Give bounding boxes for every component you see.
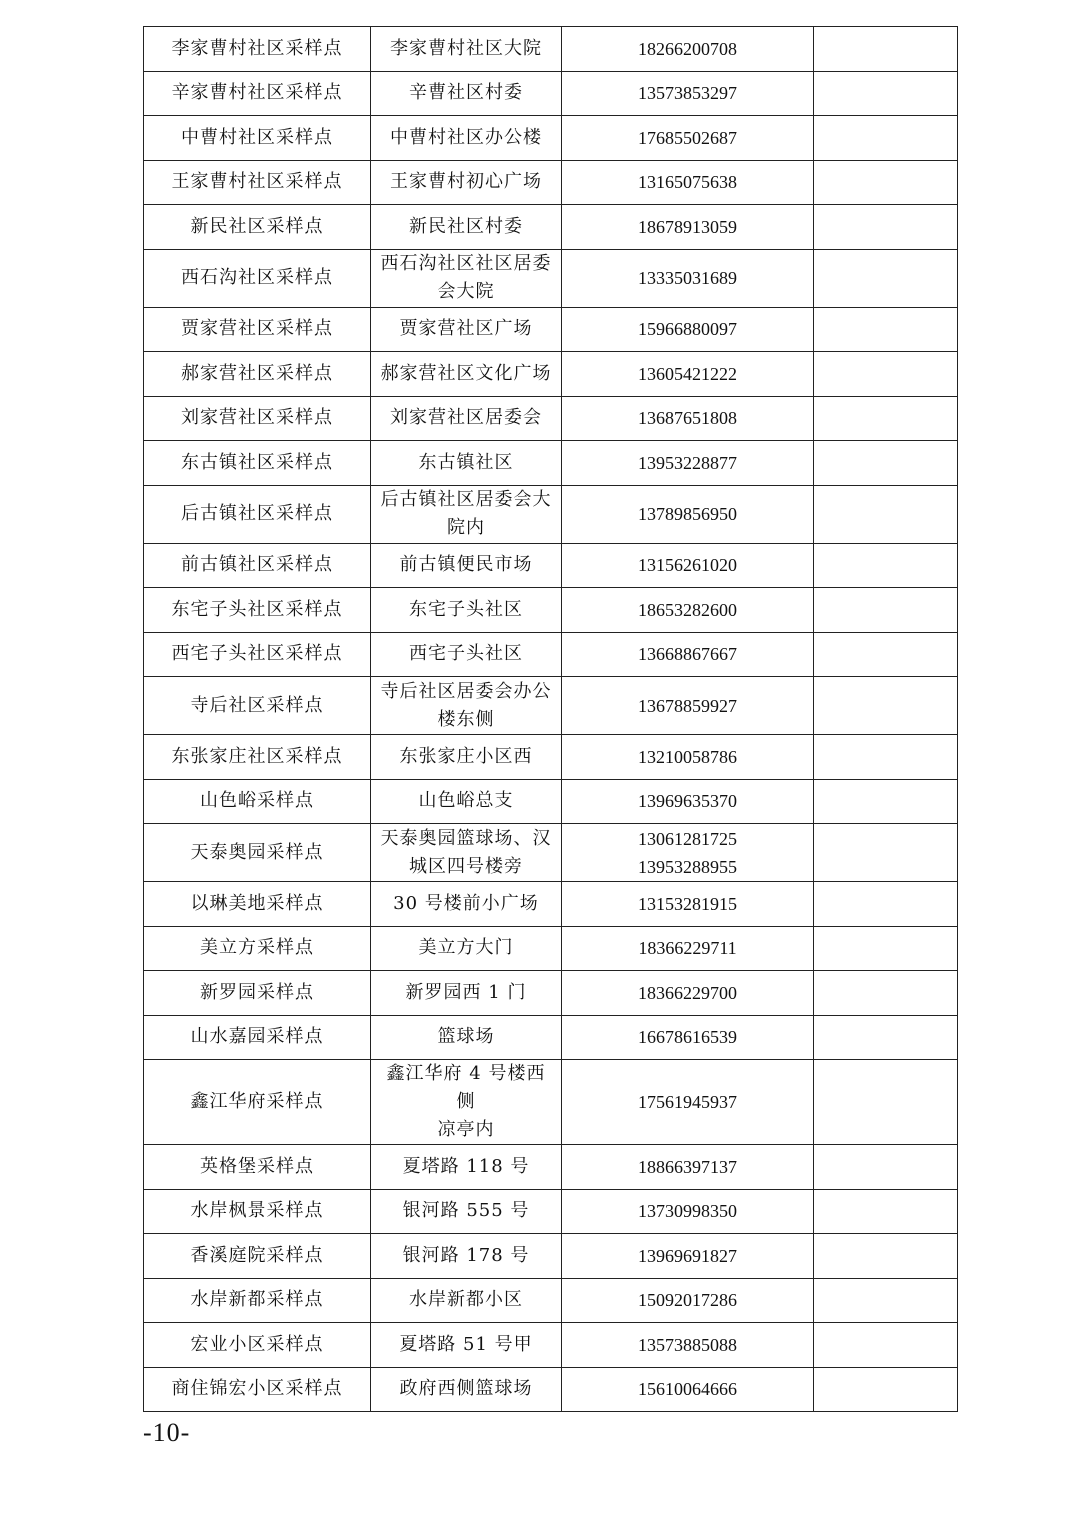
site-name-text: 水岸新都采样点 <box>190 1289 324 1311</box>
location-cell <box>371 926 562 971</box>
site-name-cell <box>144 485 371 543</box>
table-row <box>144 588 958 633</box>
table-body <box>144 27 958 1412</box>
location-text: 银河路 555 号 <box>402 1200 530 1222</box>
site-name-text: 香溪庭院采样点 <box>190 1244 324 1266</box>
site-name-text: 李家曹村社区采样点 <box>171 37 343 59</box>
location-text: 30 号楼前小广场 <box>393 892 539 914</box>
site-name-cell <box>144 632 371 677</box>
location-text: 寺后社区居委会办公 <box>380 680 552 702</box>
site-name-cell <box>144 543 371 588</box>
phone-text: 15610064666 <box>638 1379 737 1400</box>
phone-cell <box>562 485 814 543</box>
location-text: 东古镇社区 <box>418 451 514 473</box>
phone-cell <box>562 824 814 882</box>
location-cell <box>371 1323 562 1368</box>
site-name-text: 王家曹村社区采样点 <box>171 171 343 193</box>
location-text: 前古镇便民市场 <box>399 554 533 576</box>
table-row <box>144 205 958 250</box>
location-cell <box>371 116 562 161</box>
phone-cell <box>562 632 814 677</box>
table-row <box>144 824 958 882</box>
location-text: 刘家营社区居委会 <box>390 407 542 429</box>
site-name-text: 新罗园采样点 <box>200 981 314 1003</box>
phone-cell <box>562 1145 814 1190</box>
location-text: 凉亭内 <box>437 1119 495 1140</box>
table-row <box>144 307 958 352</box>
location-cell <box>371 1145 562 1190</box>
note-cell <box>814 307 958 352</box>
table-row <box>144 1189 958 1234</box>
site-name-text: 郝家营社区采样点 <box>181 362 333 384</box>
location-cell <box>371 1234 562 1279</box>
site-name-text: 美立方采样点 <box>200 937 314 959</box>
site-name-text: 以琳美地采样点 <box>190 892 324 914</box>
table-row <box>144 882 958 927</box>
site-name-text: 辛家曹村社区采样点 <box>171 82 343 104</box>
phone-cell <box>562 307 814 352</box>
site-name-cell <box>144 882 371 927</box>
location-text: 西宅子头社区 <box>409 643 523 665</box>
sampling-sites-table <box>143 26 958 1412</box>
phone-text: 13210058786 <box>638 746 737 767</box>
phone-text: 17685502687 <box>638 127 737 148</box>
site-name-cell <box>144 926 371 971</box>
location-text: 东宅子头社区 <box>409 598 523 620</box>
location-cell <box>371 1189 562 1234</box>
site-name-text: 宏业小区采样点 <box>190 1333 324 1355</box>
phone-cell <box>562 1278 814 1323</box>
phone-cell <box>562 926 814 971</box>
phone-cell <box>562 160 814 205</box>
note-cell <box>814 1278 958 1323</box>
location-text: 新民社区村委 <box>409 215 523 237</box>
phone-text: 15092017286 <box>638 1290 737 1311</box>
note-cell <box>814 441 958 486</box>
phone-text: 13061281725 <box>638 828 737 849</box>
location-text: 城区四号楼旁 <box>409 855 523 877</box>
site-name-text: 后古镇社区采样点 <box>181 503 333 524</box>
note-cell <box>814 1234 958 1279</box>
location-text: 院内 <box>447 517 485 538</box>
table-row <box>144 971 958 1016</box>
note-cell <box>814 1367 958 1412</box>
phone-text: 16678616539 <box>638 1027 737 1048</box>
location-text: 山色峪总支 <box>418 790 514 812</box>
site-name-cell <box>144 1367 371 1412</box>
location-text: 会大院 <box>437 281 495 302</box>
table-row <box>144 71 958 116</box>
phone-text: 13153281915 <box>638 893 737 914</box>
table-row <box>144 779 958 824</box>
table-row <box>144 1367 958 1412</box>
site-name-cell <box>144 588 371 633</box>
table-row <box>144 1323 958 1368</box>
site-name-cell <box>144 1234 371 1279</box>
site-name-text: 天泰奥园采样点 <box>190 841 324 863</box>
note-cell <box>814 971 958 1016</box>
site-name-cell <box>144 71 371 116</box>
location-cell <box>371 632 562 677</box>
phone-text: 13730998350 <box>638 1201 737 1222</box>
location-text: 后古镇社区居委会大 <box>380 489 552 510</box>
location-cell <box>371 205 562 250</box>
phone-cell <box>562 1367 814 1412</box>
note-cell <box>814 1145 958 1190</box>
phone-text: 18366229711 <box>638 938 737 959</box>
table-row <box>144 249 958 307</box>
table-row <box>144 926 958 971</box>
site-name-cell <box>144 1015 371 1060</box>
table-row <box>144 1060 958 1145</box>
table-row <box>144 116 958 161</box>
site-name-text: 中曹村社区采样点 <box>181 126 333 148</box>
phone-text: 18366229700 <box>638 982 737 1003</box>
site-name-text: 新民社区采样点 <box>190 215 324 237</box>
note-cell <box>814 205 958 250</box>
site-name-cell <box>144 205 371 250</box>
site-name-cell <box>144 677 371 735</box>
site-name-cell <box>144 971 371 1016</box>
site-name-text: 贾家营社区采样点 <box>181 318 333 340</box>
site-name-cell <box>144 396 371 441</box>
site-name-text: 前古镇社区采样点 <box>181 554 333 576</box>
note-cell <box>814 485 958 543</box>
table-row <box>144 485 958 543</box>
table-row <box>144 1234 958 1279</box>
location-cell <box>371 1060 562 1145</box>
site-name-cell <box>144 441 371 486</box>
site-name-text: 刘家营社区采样点 <box>181 407 333 429</box>
location-cell <box>371 160 562 205</box>
phone-text: 18266200708 <box>638 38 737 59</box>
phone-text: 13687651808 <box>638 408 737 429</box>
table-row <box>144 677 958 735</box>
site-name-cell <box>144 1060 371 1145</box>
note-cell <box>814 249 958 307</box>
site-name-cell <box>144 307 371 352</box>
table-row <box>144 1278 958 1323</box>
note-cell <box>814 1189 958 1234</box>
table-row <box>144 396 958 441</box>
phone-cell <box>562 588 814 633</box>
location-cell <box>371 735 562 780</box>
location-text: 中曹村社区办公楼 <box>390 126 542 148</box>
phone-cell <box>562 396 814 441</box>
phone-cell <box>562 543 814 588</box>
phone-text: 13953288955 <box>638 856 737 877</box>
site-name-cell <box>144 160 371 205</box>
phone-cell <box>562 779 814 824</box>
phone-cell <box>562 71 814 116</box>
phone-cell <box>562 1234 814 1279</box>
phone-text: 18678913059 <box>638 216 737 237</box>
site-name-text: 山色峪采样点 <box>200 790 314 812</box>
note-cell <box>814 735 958 780</box>
site-name-text: 西宅子头社区采样点 <box>171 643 343 665</box>
phone-text: 18653282600 <box>638 599 737 620</box>
location-text: 夏塔路 51 号甲 <box>399 1333 533 1355</box>
phone-cell <box>562 1189 814 1234</box>
note-cell <box>814 824 958 882</box>
phone-text: 13969691827 <box>638 1245 737 1266</box>
location-cell <box>371 824 562 882</box>
location-text: 李家曹村社区大院 <box>390 37 542 59</box>
site-name-text: 水岸枫景采样点 <box>190 1200 324 1222</box>
phone-cell <box>562 1015 814 1060</box>
note-cell <box>814 882 958 927</box>
site-name-cell <box>144 1189 371 1234</box>
location-text: 贾家营社区广场 <box>399 318 533 340</box>
location-cell <box>371 971 562 1016</box>
table-row <box>144 735 958 780</box>
phone-text: 13953228877 <box>638 452 737 473</box>
site-name-text: 山水嘉园采样点 <box>190 1026 324 1048</box>
site-name-cell <box>144 352 371 397</box>
phone-cell <box>562 249 814 307</box>
site-name-cell <box>144 27 371 72</box>
phone-text: 13573853297 <box>638 83 737 104</box>
table-row <box>144 632 958 677</box>
site-name-cell <box>144 824 371 882</box>
table-row <box>144 352 958 397</box>
note-cell <box>814 677 958 735</box>
location-cell <box>371 27 562 72</box>
phone-text: 13789856950 <box>638 504 737 524</box>
phone-cell <box>562 1323 814 1368</box>
location-cell <box>371 485 562 543</box>
note-cell <box>814 27 958 72</box>
location-text: 辛曹社区村委 <box>409 82 523 104</box>
note-cell <box>814 71 958 116</box>
location-text: 美立方大门 <box>418 937 514 959</box>
location-cell <box>371 249 562 307</box>
site-name-cell <box>144 1278 371 1323</box>
site-name-cell <box>144 116 371 161</box>
site-name-text: 东宅子头社区采样点 <box>171 598 343 620</box>
location-cell <box>371 882 562 927</box>
note-cell <box>814 1323 958 1368</box>
location-cell <box>371 779 562 824</box>
location-cell <box>371 307 562 352</box>
phone-text: 17561945937 <box>638 1092 737 1112</box>
location-cell <box>371 1278 562 1323</box>
location-text: 水岸新都小区 <box>409 1289 523 1311</box>
table-row <box>144 27 958 72</box>
phone-text: 13605421222 <box>638 363 737 384</box>
site-name-cell <box>144 735 371 780</box>
phone-cell <box>562 677 814 735</box>
page-number: -10- <box>143 1418 191 1447</box>
note-cell <box>814 779 958 824</box>
table-row <box>144 543 958 588</box>
location-text: 西石沟社区社区居委 <box>380 253 552 274</box>
location-text: 夏塔路 118 号 <box>402 1155 530 1177</box>
note-cell <box>814 352 958 397</box>
phone-cell <box>562 27 814 72</box>
location-text: 王家曹村初心广场 <box>390 171 542 193</box>
phone-cell <box>562 205 814 250</box>
location-cell <box>371 588 562 633</box>
location-cell <box>371 352 562 397</box>
location-cell <box>371 71 562 116</box>
phone-text: 13668867667 <box>638 644 737 665</box>
note-cell <box>814 116 958 161</box>
location-cell <box>371 396 562 441</box>
location-cell <box>371 1015 562 1060</box>
location-text: 新罗园西 1 门 <box>405 981 527 1003</box>
site-name-cell <box>144 249 371 307</box>
phone-text: 13678859927 <box>638 695 737 716</box>
table-row <box>144 1145 958 1190</box>
location-cell <box>371 677 562 735</box>
phone-text: 13165075638 <box>638 172 737 193</box>
phone-text: 13156261020 <box>638 555 737 576</box>
note-cell <box>814 632 958 677</box>
location-text: 东张家庄小区西 <box>399 745 533 767</box>
phone-text: 13335031689 <box>638 268 737 288</box>
note-cell <box>814 1060 958 1145</box>
site-name-text: 东张家庄社区采样点 <box>171 745 343 767</box>
location-cell <box>371 543 562 588</box>
phone-cell <box>562 971 814 1016</box>
site-name-text: 商住锦宏小区采样点 <box>171 1378 343 1400</box>
location-text: 鑫江华府 4 号楼西侧 <box>386 1063 546 1112</box>
phone-text: 15966880097 <box>638 319 737 340</box>
phone-cell <box>562 441 814 486</box>
location-cell <box>371 1367 562 1412</box>
note-cell <box>814 396 958 441</box>
phone-text: 13969635370 <box>638 791 737 812</box>
note-cell <box>814 588 958 633</box>
site-name-cell <box>144 1145 371 1190</box>
location-cell <box>371 441 562 486</box>
phone-text: 13573885088 <box>638 1334 737 1355</box>
location-text: 天泰奥园篮球场、汉 <box>380 827 552 849</box>
site-name-text: 西石沟社区采样点 <box>181 267 333 288</box>
note-cell <box>814 160 958 205</box>
phone-cell <box>562 116 814 161</box>
phone-cell <box>562 1060 814 1145</box>
site-name-text: 英格堡采样点 <box>200 1155 314 1177</box>
phone-cell <box>562 882 814 927</box>
phone-cell <box>562 735 814 780</box>
site-name-text: 寺后社区采样点 <box>190 694 324 716</box>
location-text: 楼东侧 <box>437 708 495 730</box>
site-name-cell <box>144 779 371 824</box>
note-cell <box>814 543 958 588</box>
site-name-cell <box>144 1323 371 1368</box>
location-text: 篮球场 <box>437 1026 495 1048</box>
note-cell <box>814 1015 958 1060</box>
location-text: 郝家营社区文化广场 <box>380 362 552 384</box>
table-row <box>144 1015 958 1060</box>
phone-cell <box>562 352 814 397</box>
table-row <box>144 160 958 205</box>
site-name-text: 鑫江华府采样点 <box>190 1091 324 1112</box>
site-name-text: 东古镇社区采样点 <box>181 451 333 473</box>
location-text: 政府西侧篮球场 <box>399 1378 533 1400</box>
note-cell <box>814 926 958 971</box>
phone-text: 18866397137 <box>638 1156 737 1177</box>
location-text: 银河路 178 号 <box>402 1244 530 1266</box>
table-row <box>144 441 958 486</box>
